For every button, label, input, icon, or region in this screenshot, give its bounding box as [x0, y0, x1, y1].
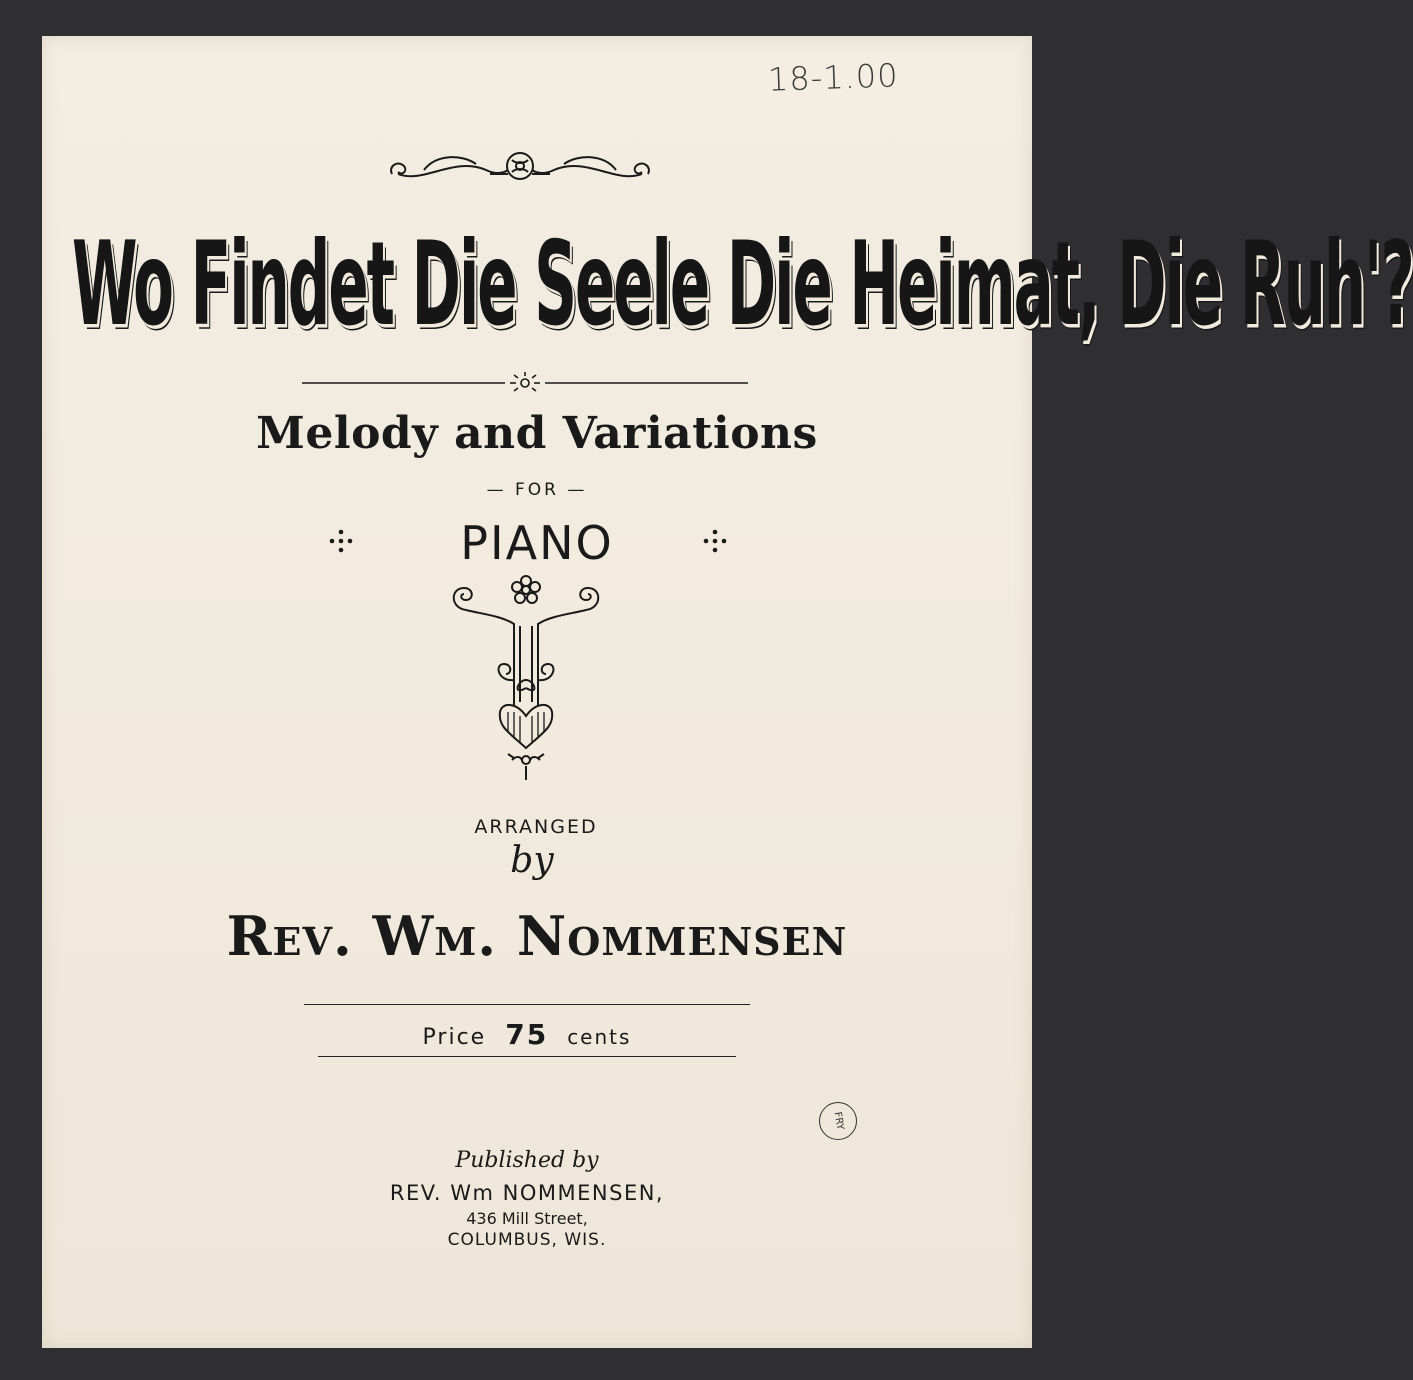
sheet-music-cover: [42, 36, 1413, 1348]
price-unit: cents: [567, 1025, 632, 1049]
engraver-stamp-text: FRY: [831, 1111, 846, 1131]
instrument-label: PIANO: [460, 516, 614, 570]
floral-heart-ornament-icon: [442, 576, 610, 786]
publisher-city: COLUMBUS, WIS.: [447, 1230, 607, 1250]
title: Wo Findet Die Seele Die Heimat, Die Ruh'?: [72, 217, 1413, 352]
for-label: — FOR —: [486, 480, 588, 500]
price-line: [304, 1018, 750, 1051]
engraver-stamp: [819, 1102, 857, 1140]
arranged-label: ARRANGED: [474, 816, 598, 838]
publisher-street: 436 Mill Street,: [466, 1209, 588, 1228]
arranger-name: Rev. Wm. Nommensen: [226, 904, 848, 968]
dot-cluster-icon: [700, 526, 730, 556]
divider-sun-ornament-icon: [300, 371, 750, 393]
dot-cluster-icon: [326, 526, 356, 556]
subtitle: Melody and Variations: [256, 408, 818, 459]
by-label: by: [510, 840, 554, 881]
price-label: Price: [422, 1025, 487, 1050]
price-rule-bottom: [318, 1056, 736, 1057]
pencil-price-note: 18-1.00: [767, 56, 900, 99]
price-rule-top: [304, 1004, 750, 1005]
publisher-intro: Published by: [455, 1148, 599, 1173]
publisher-name: REV. Wm NOMMENSEN,: [389, 1181, 665, 1205]
price-amount: 75: [505, 1018, 549, 1051]
